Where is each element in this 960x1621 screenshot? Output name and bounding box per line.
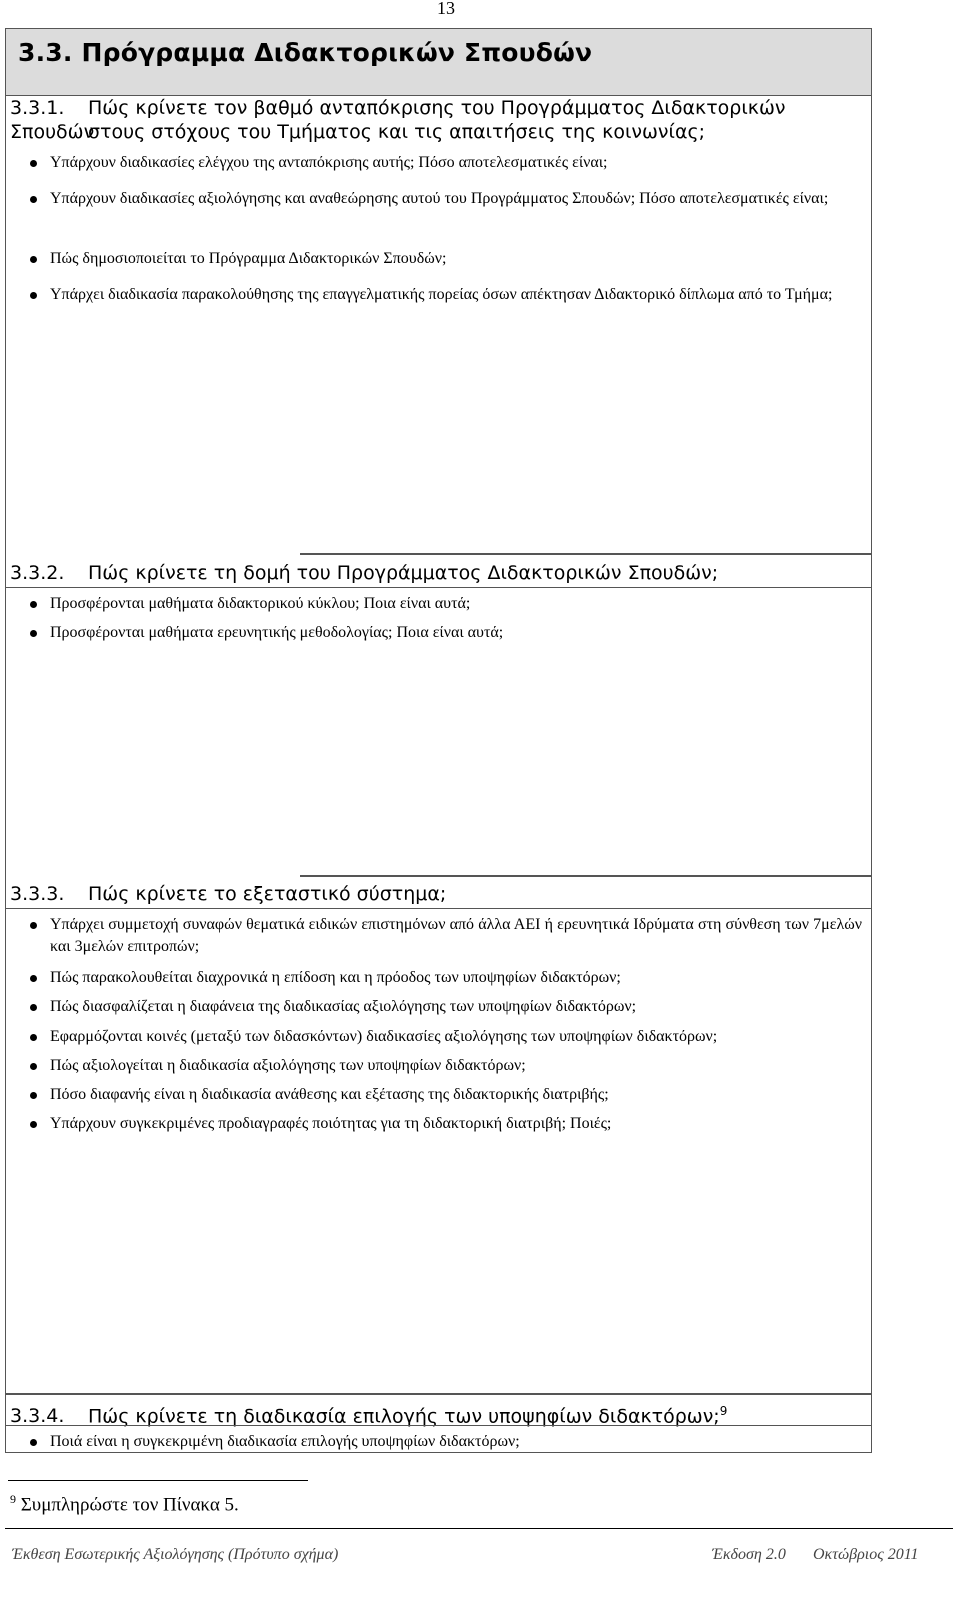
section-title: Πώς κρίνετε το εξεταστικό σύστημα; <box>88 883 447 905</box>
footer-date: Οκτώβριος 2011 <box>813 1546 919 1563</box>
footer-rule <box>5 1528 953 1529</box>
section-heading-3-3-3 <box>10 882 870 906</box>
list-item: Προσφέρονται μαθήματα διδακτορικού κύκλου; Ποια είναι αυτά; <box>50 593 862 615</box>
section-divider <box>300 553 871 555</box>
list-item: Υπάρχει συμμετοχή συναφών θεματικά ειδικών επιστημόνων από άλλα ΑΕΙ ή ερευνητικά Ιδρύματα στη σύνθεση των 7μελών και 3μελών επιτροπών; <box>50 914 862 958</box>
bullet-icon <box>30 1439 37 1446</box>
section-heading-3-3-4 <box>10 1399 870 1428</box>
section-heading-3-3-2 <box>10 561 870 585</box>
list-item: Υπάρχουν διαδικασίες ελέγχου της ανταπόκρισης αυτής; Πόσο αποτελεσματικές είναι; <box>50 152 862 174</box>
bullet-icon <box>30 601 37 608</box>
list-item: Υπάρχει διαδικασία παρακολούθησης της επαγγελματικής πορείας όσων απέκτησαν Διδακτορικό δίπλωμα από το Τμήμα; <box>50 284 862 306</box>
section-title-line1: Πώς κρίνετε τον βαθμό ανταπόκρισης του Προγράμματος Διδακτορικών Σπουδών <box>10 97 786 143</box>
bullet-icon <box>30 1121 37 1128</box>
list-item: Πόσο διαφανής είναι η διαδικασία ανάθεσης και εξέτασης της διδακτορικής διατριβής; <box>50 1084 862 1106</box>
bullet-icon <box>30 1004 37 1011</box>
list-item: Προσφέρονται μαθήματα ερευνητικής μεθοδολογίας; Ποια είναι αυτά; <box>50 622 862 644</box>
list-item: Εφαρμόζονται κοινές (μεταξύ των διδασκόντων) διαδικασίες αξιολόγησης των υποψηφίων διδακτόρων; <box>50 1026 862 1048</box>
list-item: Υπάρχουν συγκεκριμένες προδιαγραφές ποιότητας για τη διδακτορική διατριβή; Ποιές; <box>50 1113 862 1135</box>
footnote <box>10 1492 239 1516</box>
footnote-number: 9 <box>10 1492 16 1506</box>
bullet-icon <box>30 256 37 263</box>
list-item: Πώς αξιολογείται η διαδικασία αξιολόγησης των υποψηφίων διδακτόρων; <box>50 1055 862 1077</box>
footnote-separator <box>8 1480 308 1481</box>
section-number: 3.3.1. <box>10 97 65 119</box>
list-item: Πώς διασφαλίζεται η διαφάνεια της διαδικασίας αξιολόγησης των υποψηφίων διδακτόρων; <box>50 996 862 1018</box>
footnote-text: Συμπληρώστε τον Πίνακα 5. <box>20 1494 239 1516</box>
page-number: 13 <box>437 0 455 18</box>
section-underline <box>6 908 871 909</box>
list-item: Ποιά είναι η συγκεκριμένη διαδικασία επιλογής υποψηφίων διδακτόρων; <box>50 1431 862 1453</box>
bullet-icon <box>30 1063 37 1070</box>
bullet-icon <box>30 1034 37 1041</box>
footer-version: Έκδοση 2.0 <box>712 1546 786 1563</box>
section-number: 3.3.2. <box>10 562 65 584</box>
section-number: 3.3.4. <box>10 1405 65 1428</box>
bullet-icon <box>30 160 37 167</box>
bullet-icon <box>30 1092 37 1099</box>
section-title: Πώς κρίνετε τη δομή του Προγράμματος Διδακτορικών Σπουδών; <box>88 562 719 584</box>
section-title-line2: στους στόχους του Τμήματος και τις απαιτήσεις της κοινωνίας; <box>88 121 706 143</box>
bullet-icon <box>30 292 37 299</box>
bullet-icon <box>30 922 37 929</box>
section-divider <box>6 1393 871 1395</box>
chapter-title: 3.3. Πρόγραμμα Διδακτορικών Σπουδών <box>18 38 593 67</box>
section-underline <box>6 587 871 588</box>
section-divider <box>300 875 871 877</box>
footer-document-title: Έκθεση Εσωτερικής Αξιολόγησης (Πρότυπο σχήμα) <box>12 1546 339 1563</box>
bullet-icon <box>30 630 37 637</box>
section-number: 3.3.3. <box>10 883 65 905</box>
bullet-icon <box>30 196 37 203</box>
list-item: Πώς δημοσιοποιείται το Πρόγραμμα Διδακτορικών Σπουδών; <box>50 248 862 270</box>
section-title: Πώς κρίνετε τη διαδικασία επιλογής των υποψηφίων διδακτόρων; <box>88 1405 720 1428</box>
section-underline <box>6 1425 871 1426</box>
list-item: Υπάρχουν διαδικασίες αξιολόγησης και αναθεώρησης αυτού του Προγράμματος Σπουδών; Πόσο αποτελεσματικές είναι; <box>50 188 862 210</box>
footnote-ref: 9 <box>719 1404 728 1418</box>
form-frame <box>5 28 872 1453</box>
bullet-icon <box>30 975 37 982</box>
list-item: Πώς παρακολουθείται διαχρονικά η επίδοση και η πρόοδος των υποψηφίων διδακτόρων; <box>50 967 862 989</box>
